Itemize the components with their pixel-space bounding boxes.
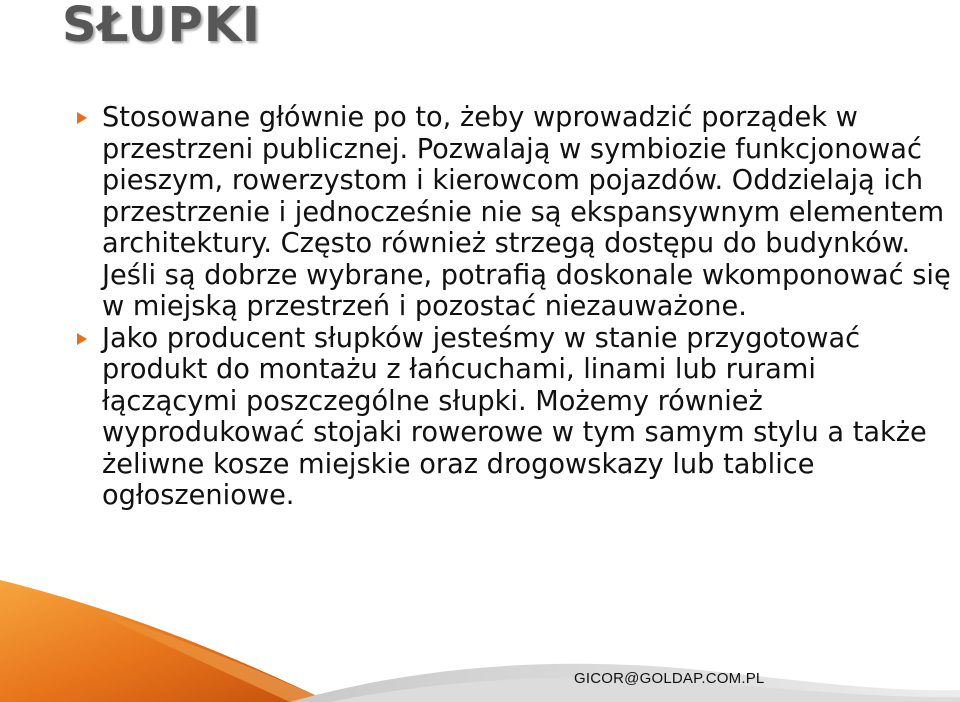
bullet-text: Stosowane głównie po to, żeby wprowadzić porządek w przestrzeni publicznej. Pozwalają w symbiozie funkcjonować pieszym, rowerzystom i kierowcom pojazdów. Oddzielają ich przestrzenie i jednocześnie nie są ekspansywnym elementem architektury. Często również strzegą dostępu do budynków. Jeśli są dobrze wybrane, potrafią doskonale wkomponować się w miejską przestrzeń i pozostać niezauważone. (102, 102, 951, 322)
bullet-item (74, 323, 958, 512)
bullet-item (74, 102, 958, 323)
slide-title: SŁUPKI (62, 0, 261, 53)
triangle-bullet-icon (77, 333, 87, 345)
decorative-wave-background (0, 560, 960, 702)
footer-email: GICOR@GOLDAP.COM.PL (574, 670, 765, 687)
bullet-text: Jako producent słupków jesteśmy w stanie przygotować produkt do montażu z łańcuchami, linami lub rurami łączącymi poszczególne słupki. Możemy również wyprodukować stojaki rowerowe w tym samym stylu a także żeliwne kosze miejskie oraz drogowskazy lub tablice ogłoszeniowe. (102, 322, 927, 511)
triangle-bullet-icon (77, 112, 87, 124)
bullet-list (74, 102, 958, 512)
